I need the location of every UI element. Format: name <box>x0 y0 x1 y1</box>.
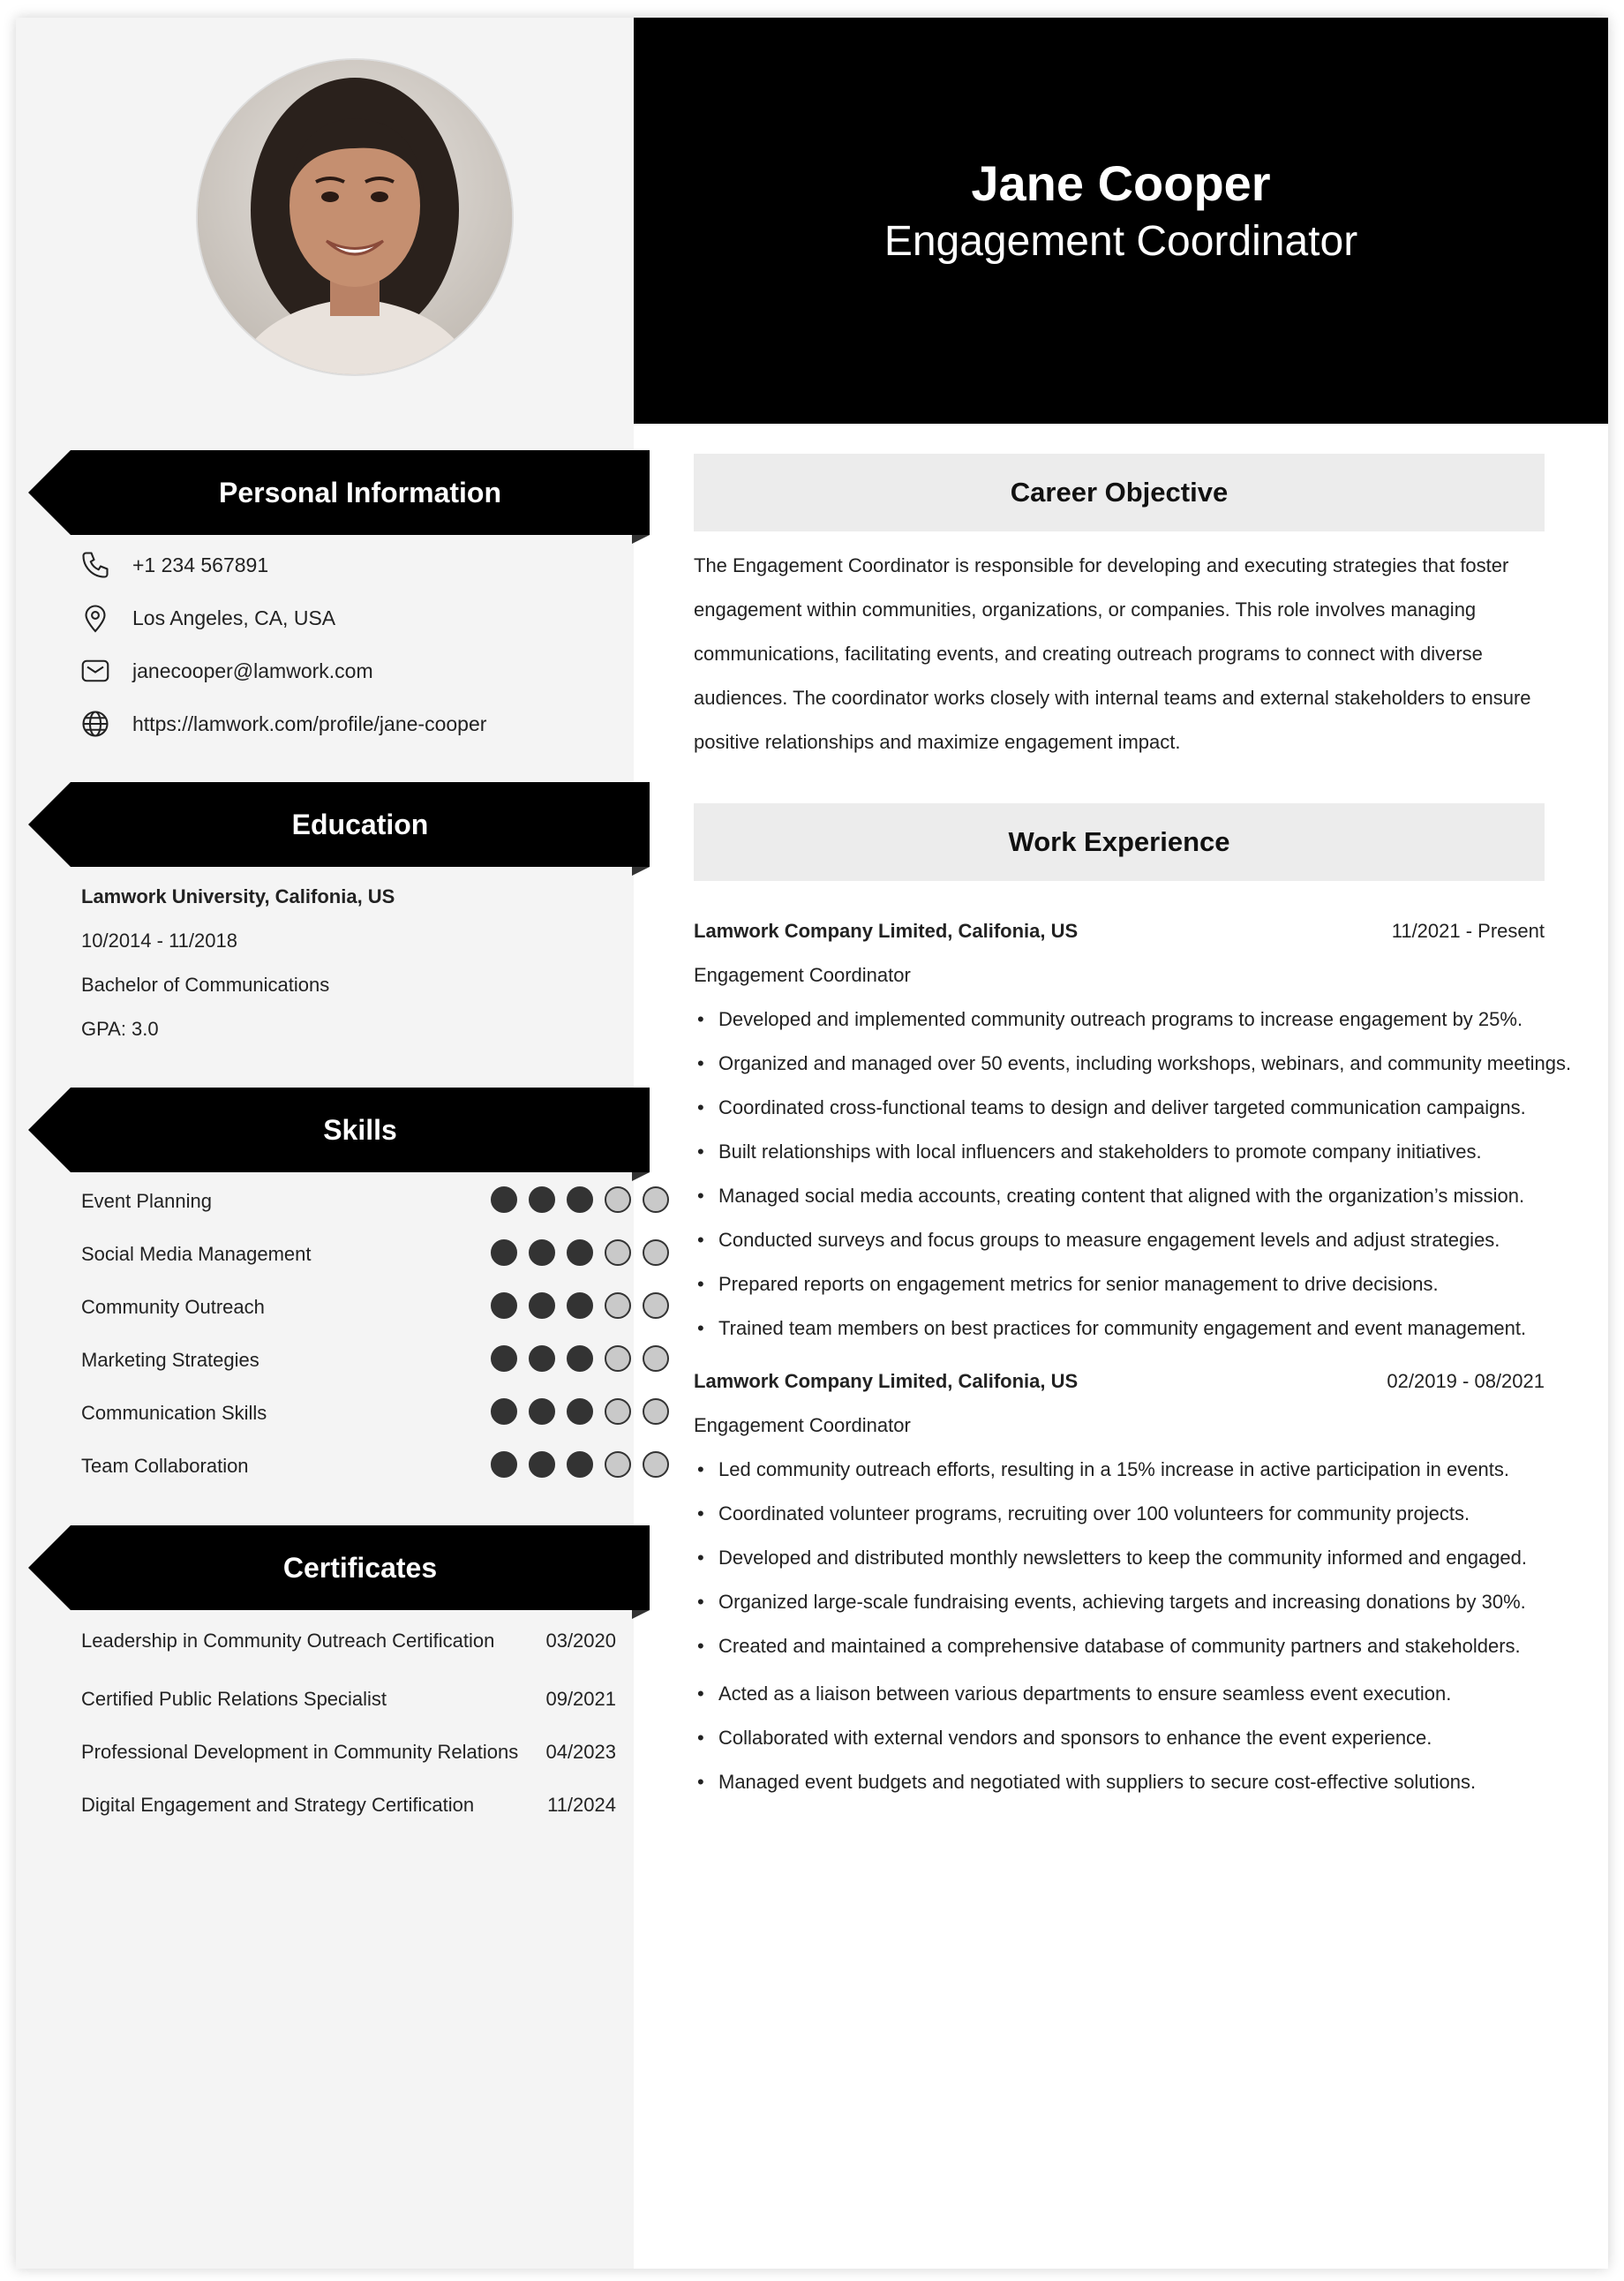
objective-line: The Engagement Coordinator is responsible for developing and executing strategies that foster <box>694 554 1509 576</box>
job-dates: 02/2019 - 08/2021 <box>1387 1370 1545 1392</box>
rating-dot-filled <box>567 1239 593 1266</box>
education-degree: Bachelor of Communications <box>81 974 330 996</box>
skill-row <box>81 1344 628 1379</box>
personal-info-heading <box>28 450 650 535</box>
contact-location <box>78 598 335 637</box>
job-bullet: • Created and maintained a comprehensive database of community partners and stakeholders. <box>694 1635 1521 1658</box>
location-text: Los Angeles, CA, USA <box>132 606 336 629</box>
certificate-row <box>81 1741 616 1764</box>
website-link[interactable]: https://lamwork.com/profile/jane-cooper <box>132 711 487 735</box>
contact-email <box>78 651 373 690</box>
skill-row <box>81 1449 628 1485</box>
skill-name: Event Planning <box>81 1190 212 1212</box>
location-pin-icon <box>78 600 113 636</box>
job-bullet: • Conducted surveys and focus groups to measure engagement levels and adjust strategies. <box>694 1229 1500 1252</box>
rating-dot-empty <box>643 1398 669 1425</box>
skill-name: Communication Skills <box>81 1402 267 1424</box>
skill-name: Team Collaboration <box>81 1455 249 1477</box>
job-bullet: • Managed event budgets and negotiated with suppliers to secure cost-effective solutions. <box>694 1771 1476 1794</box>
rating-dot-filled <box>567 1345 593 1372</box>
job-bullet: • Trained team members on best practices for community engagement and event management. <box>694 1317 1526 1340</box>
objective-line: positive relationships and maximize engagement impact. <box>694 731 1181 753</box>
education-school: Lamwork University, Califonia, US <box>81 885 395 907</box>
rating-dot-filled <box>491 1398 517 1425</box>
career-objective-text <box>694 544 1545 764</box>
education-heading <box>28 782 650 867</box>
job-company: Lamwork Company Limited, Califonia, US <box>694 920 1079 942</box>
rating-dot-empty <box>643 1239 669 1266</box>
rating-dot-filled <box>529 1239 555 1266</box>
job-bullet: • Led community outreach efforts, resulting in a 15% increase in active participation in events. <box>694 1458 1509 1481</box>
rating-dot-filled <box>529 1345 555 1372</box>
job-bullet: • Collaborated with external vendors and sponsors to enhance the event experience. <box>694 1727 1432 1750</box>
certificate-name: Digital Engagement and Strategy Certification <box>81 1794 475 1816</box>
job-bullet: • Acted as a liaison between various departments to ensure seamless event execution. <box>694 1683 1451 1705</box>
rating-dot-filled <box>529 1398 555 1425</box>
candidate-title: Engagement Coordinator <box>883 218 1358 265</box>
certificates-title: Certificates <box>282 1552 438 1584</box>
rating-dot-filled <box>529 1451 555 1478</box>
rating-dot-empty <box>643 1186 669 1213</box>
skill-rating <box>491 1398 680 1430</box>
mail-icon <box>78 653 113 689</box>
rating-dot-filled <box>567 1398 593 1425</box>
rating-dot-empty <box>605 1239 631 1266</box>
rating-dot-filled <box>491 1186 517 1213</box>
rating-dot-empty <box>605 1292 631 1319</box>
certificates-heading <box>28 1525 650 1610</box>
skill-rating <box>491 1345 680 1377</box>
phone-icon <box>78 547 113 583</box>
email-text[interactable]: janecooper@lamwork.com <box>132 659 373 682</box>
skills-heading <box>28 1088 650 1172</box>
job-bullet: • Developed and distributed monthly newsletters to keep the community informed and engaged. <box>694 1547 1527 1570</box>
certificate-row <box>81 1630 616 1652</box>
education-dates: 10/2014 - 11/2018 <box>81 930 237 952</box>
rating-dot-empty <box>605 1451 631 1478</box>
skill-rating <box>491 1239 680 1271</box>
certificate-date: 03/2020 <box>545 1630 616 1652</box>
career-objective-heading: Career Objective <box>694 454 1545 531</box>
contact-phone <box>78 546 268 584</box>
phone-text: +1 234 567891 <box>132 553 269 576</box>
skill-rating <box>491 1292 680 1324</box>
skill-name: Marketing Strategies <box>81 1349 259 1371</box>
skill-rating <box>491 1451 680 1483</box>
objective-line: audiences. The coordinator works closely with internal teams and external stakeholders to ensure <box>694 687 1531 709</box>
job-header <box>694 920 1545 943</box>
job-role: Engagement Coordinator <box>694 964 911 986</box>
skill-name: Social Media Management <box>81 1243 312 1265</box>
rating-dot-empty <box>643 1345 669 1372</box>
candidate-name: Jane Cooper <box>971 155 1271 211</box>
objective-line: communications, facilitating events, and creating outreach programs to connect with diverse <box>694 643 1483 665</box>
rating-dot-filled <box>567 1292 593 1319</box>
job-bullet: • Organized large-scale fundraising events, achieving targets and increasing donations by 30%. <box>694 1591 1526 1614</box>
job-dates: 11/2021 - Present <box>1391 920 1545 942</box>
resume-page <box>16 18 1608 2269</box>
job-bullet: • Prepared reports on engagement metrics for senior management to drive decisions. <box>694 1273 1439 1296</box>
objective-line: engagement within communities, organizations, or companies. This role involves managing <box>694 598 1477 621</box>
job-bullet: • Coordinated volunteer programs, recruiting over 100 volunteers for community projects. <box>694 1502 1470 1525</box>
rating-dot-filled <box>529 1186 555 1213</box>
rating-dot-filled <box>491 1451 517 1478</box>
rating-dot-empty <box>605 1398 631 1425</box>
rating-dot-filled <box>529 1292 555 1319</box>
education-title: Education <box>291 809 429 840</box>
profile-photo <box>198 60 512 374</box>
skill-row <box>81 1291 628 1326</box>
job-role: Engagement Coordinator <box>694 1414 911 1436</box>
rating-dot-filled <box>491 1239 517 1266</box>
rating-dot-filled <box>491 1292 517 1319</box>
job-bullet: • Organized and managed over 50 events, including workshops, webinars, and community meetings. <box>694 1052 1571 1075</box>
rating-dot-empty <box>605 1186 631 1213</box>
job-company: Lamwork Company Limited, Califonia, US <box>694 1370 1079 1392</box>
rating-dot-filled <box>567 1186 593 1213</box>
resume-header <box>634 18 1608 424</box>
education-gpa: GPA: 3.0 <box>81 1018 159 1040</box>
rating-dot-filled <box>567 1451 593 1478</box>
work-experience-heading: Work Experience <box>694 803 1545 881</box>
certificate-date: 11/2024 <box>547 1794 616 1816</box>
skill-row <box>81 1396 628 1432</box>
job-bullet: • Coordinated cross-functional teams to design and deliver targeted communication campaigns. <box>694 1096 1526 1119</box>
sidebar <box>16 18 634 2269</box>
certificate-row <box>81 1794 616 1817</box>
rating-dot-empty <box>643 1292 669 1319</box>
job-bullet: • Built relationships with local influencers and stakeholders to promote company initiatives. <box>694 1140 1482 1163</box>
certificate-row <box>81 1688 616 1711</box>
globe-icon <box>78 706 113 742</box>
certificate-name: Certified Public Relations Specialist <box>81 1688 387 1710</box>
skill-row <box>81 1238 628 1273</box>
skills-title: Skills <box>323 1114 397 1146</box>
personal-info-title: Personal Information <box>218 477 502 508</box>
certificate-name: Professional Development in Community Relations <box>81 1741 519 1763</box>
skill-rating <box>491 1186 680 1218</box>
skill-row <box>81 1185 628 1220</box>
rating-dot-filled <box>491 1345 517 1372</box>
job-bullet: • Managed social media accounts, creating content that aligned with the organization’s mission. <box>694 1185 1524 1208</box>
skill-name: Community Outreach <box>81 1296 265 1318</box>
job-header <box>694 1370 1545 1393</box>
certificate-date: 09/2021 <box>545 1688 616 1710</box>
certificate-name: Leadership in Community Outreach Certification <box>81 1630 495 1652</box>
contact-website <box>78 704 486 743</box>
certificate-date: 04/2023 <box>545 1741 616 1763</box>
job-bullet: • Developed and implemented community outreach programs to increase engagement by 25%. <box>694 1008 1522 1031</box>
rating-dot-empty <box>605 1345 631 1372</box>
rating-dot-empty <box>643 1451 669 1478</box>
